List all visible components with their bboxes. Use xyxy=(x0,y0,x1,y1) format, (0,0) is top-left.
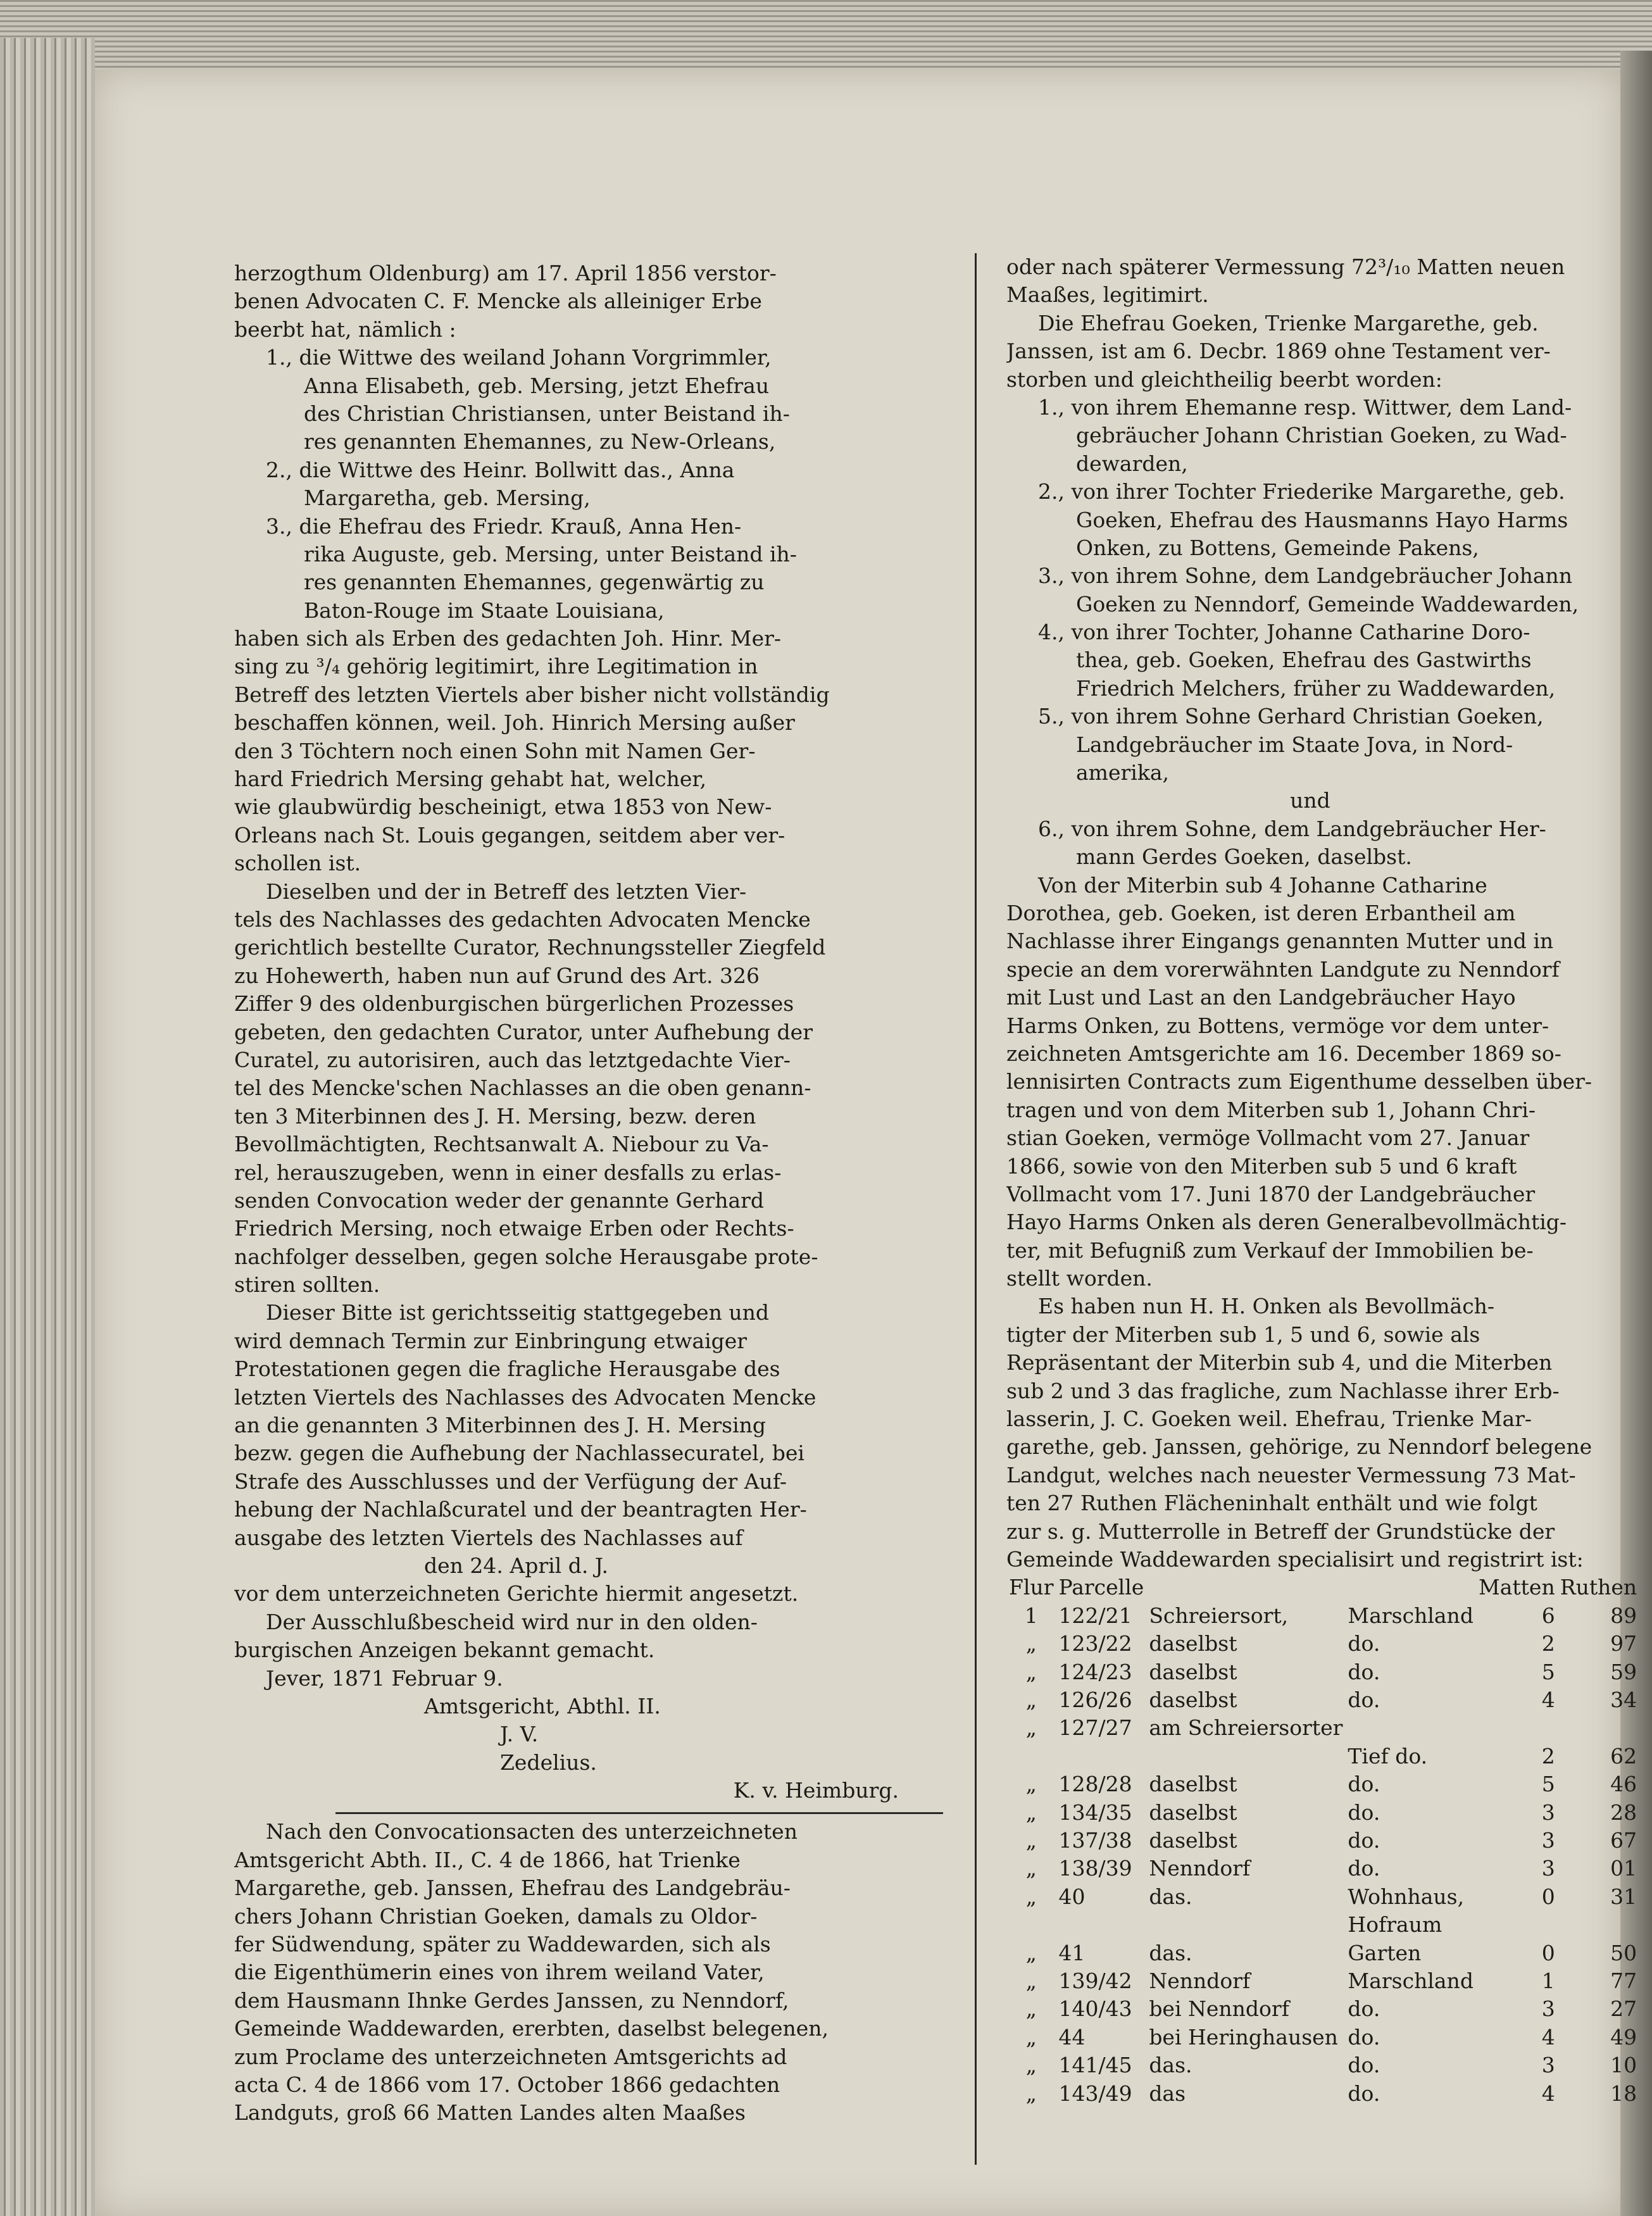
table-cell: „ xyxy=(1025,1659,1037,1684)
table-cell: 10 xyxy=(1610,2053,1637,2078)
table-cell: Garten xyxy=(1348,1940,1422,1965)
table-row xyxy=(1006,1743,1639,1770)
column-header: Parcelle xyxy=(1058,1575,1144,1600)
table-cell: 141/45 xyxy=(1058,2053,1132,2078)
text-line: und xyxy=(1290,788,1330,813)
paragraph-start: Es haben nun H. H. Onken als Bevollmäch- xyxy=(1038,1294,1495,1319)
text-line: Vollmacht vom 17. Juni 1870 der Landgebräucher xyxy=(1006,1181,1536,1206)
text-line: acta C. 4 de 1866 vom 17. October 1866 gedachten xyxy=(234,2072,780,2097)
text-line: letzten Viertels des Nachlasses des Advocaten Mencke xyxy=(234,1384,817,1410)
text-line: Goeken, Ehefrau des Hausmanns Hayo Harms xyxy=(1076,507,1568,532)
paragraph-start: Nach den Convocationsacten des unterzeichneten xyxy=(266,1819,798,1844)
table-cell: daselbst xyxy=(1149,1828,1237,1853)
text-line: herzogthum Oldenburg) am 17. April 1856 verstor- xyxy=(234,261,777,285)
court-name: Amtsgericht, Abthl. II. xyxy=(424,1693,661,1718)
column-header xyxy=(1146,1574,1345,1601)
text-line: Onken, zu Bottens, Gemeinde Pakens, xyxy=(1076,535,1479,560)
table-cell: do. xyxy=(1348,1996,1380,2022)
table-cell: do. xyxy=(1348,1687,1380,1712)
table-cell: „ xyxy=(1025,1631,1037,1656)
table-cell: do. xyxy=(1348,1631,1380,1656)
table-cell: „ xyxy=(1025,1687,1037,1712)
text-line: stellt worden. xyxy=(1006,1266,1153,1291)
table-row xyxy=(1006,1602,1639,1630)
text-line: res genannten Ehemannes, gegenwärtig zu xyxy=(304,570,765,595)
book-top-edge xyxy=(0,0,1652,76)
table-cell: daselbst xyxy=(1149,1800,1237,1825)
table-cell: 137/38 xyxy=(1058,1828,1132,1853)
text-line: Orleans nach St. Louis gegangen, seitdem aber ver- xyxy=(234,822,785,848)
table-cell: 122/21 xyxy=(1058,1603,1132,1628)
table-cell: 28 xyxy=(1610,1800,1637,1825)
table-cell: Nenndorf xyxy=(1149,1856,1251,1881)
table-cell: do. xyxy=(1348,1828,1380,1853)
table-cell: do. xyxy=(1348,1772,1380,1797)
left-column xyxy=(234,260,943,2127)
table-cell: 1 xyxy=(1541,1969,1555,1994)
table-cell: 40 xyxy=(1058,1884,1086,1909)
table-cell: 97 xyxy=(1610,1631,1637,1656)
table-cell: „ xyxy=(1025,1715,1037,1741)
table-cell: 49 xyxy=(1610,2024,1637,2050)
table-cell xyxy=(1558,1714,1639,1742)
text-line: beerbt hat, nämlich : xyxy=(234,316,456,342)
table-cell: Marschland xyxy=(1348,1603,1474,1628)
table-cell: „ xyxy=(1025,1969,1037,1994)
text-line: Strafe des Ausschlusses und der Verfügung der Auf- xyxy=(234,1468,787,1494)
text-line: Landgut, welches nach neuester Vermessung 73 Mat- xyxy=(1006,1462,1576,1487)
text-line: rel, herauszugeben, wenn in einer desfalls zu erlas- xyxy=(234,1160,782,1185)
table-cell xyxy=(1006,1911,1056,1939)
text-line: tel des Mencke'schen Nachlasses an die oben genann- xyxy=(234,1075,811,1101)
text-line: sing zu ³/₄ gehörig legitimirt, ihre Legitimation in xyxy=(234,654,758,679)
paragraph-start: Die Ehefrau Goeken, Trienke Margarethe, geb. xyxy=(1038,310,1539,335)
table-cell: 59 xyxy=(1610,1659,1637,1684)
table-cell: 2 xyxy=(1541,1631,1555,1656)
text-line: stiren sollten. xyxy=(234,1272,380,1298)
text-line: dem Hausmann Ihnke Gerdes Janssen, zu Nenndorf, xyxy=(234,1988,789,2013)
table-row xyxy=(1006,2080,1639,2108)
table-cell: „ xyxy=(1025,1940,1037,1965)
table-cell: 124/23 xyxy=(1058,1659,1132,1684)
text-line: Margarethe, geb. Janssen, Ehefrau des Landgebräu- xyxy=(234,1875,791,1901)
table-cell: 1 xyxy=(1024,1603,1038,1628)
table-cell: daselbst xyxy=(1149,1687,1237,1712)
table-row xyxy=(1006,1911,1639,1939)
text-line: amerika, xyxy=(1076,760,1169,786)
table-cell: 143/49 xyxy=(1058,2081,1132,2106)
text-line: hard Friedrich Mersing gehabt hat, welcher, xyxy=(234,767,707,792)
table-row xyxy=(1006,1686,1639,1714)
table-cell: bei Nenndorf xyxy=(1149,1996,1289,2022)
text-line: Amtsgericht Abth. II., C. 4 de 1866, hat Trienke xyxy=(234,1847,741,1872)
table-cell: das. xyxy=(1149,1940,1192,1965)
paragraph-start: Von der Miterbin sub 4 Johanne Catharine xyxy=(1038,872,1487,898)
table-cell: daselbst xyxy=(1149,1772,1237,1797)
table-cell: 0 xyxy=(1541,1940,1555,1965)
table-cell xyxy=(1476,1911,1558,1939)
table-row xyxy=(1006,1827,1639,1855)
table-cell: „ xyxy=(1025,1828,1037,1853)
text-line: senden Convocation weder der genannte Gerhard xyxy=(234,1187,765,1213)
text-line: Hayo Harms Onken als deren Generalbevollmächtig- xyxy=(1006,1210,1567,1235)
text-line: Betreff des letzten Viertels aber bisher nicht vollständig xyxy=(234,682,830,707)
table-row xyxy=(1006,2024,1639,2051)
table-cell: 140/43 xyxy=(1058,1996,1132,2022)
text-line: ten 3 Miterbinnen des J. H. Mersing, bezw. deren xyxy=(234,1103,756,1129)
table-cell: „ xyxy=(1025,1772,1037,1797)
paragraph-start: Dieselben und der in Betreff des letzten Vier- xyxy=(266,879,747,904)
table-cell: 128/28 xyxy=(1058,1772,1132,1797)
page xyxy=(95,70,1637,2216)
table-cell: do. xyxy=(1348,2081,1380,2106)
table-cell xyxy=(1476,1714,1558,1742)
text-line: gebeten, den gedachten Curator, unter Aufhebung der xyxy=(234,1019,813,1044)
text-line: an die genannten 3 Miterbinnen des J. H. Mersing xyxy=(234,1413,767,1438)
text-line: Margaretha, geb. Mersing, xyxy=(304,485,591,511)
table-cell xyxy=(1146,1743,1345,1770)
text-line: lennisirten Contracts zum Eigenthume desselben über- xyxy=(1006,1069,1593,1094)
table-cell: das. xyxy=(1149,2053,1192,2078)
table-row xyxy=(1006,1770,1639,1798)
table-cell: 3 xyxy=(1541,1800,1555,1825)
table-cell: das. xyxy=(1149,1884,1192,1909)
text-line: 1866, sowie von den Miterben sub 5 und 6 kraft xyxy=(1006,1153,1517,1179)
column-header: Ruthen xyxy=(1560,1575,1637,1600)
table-cell: 138/39 xyxy=(1058,1856,1132,1881)
text-line: Nachlasse ihrer Eingangs genannten Mutter und in xyxy=(1006,929,1554,954)
text-line: lasserin, J. C. Goeken weil. Ehefrau, Trienke Mar- xyxy=(1006,1406,1532,1432)
table-cell xyxy=(1006,1743,1056,1770)
table-cell: 01 xyxy=(1610,1856,1637,1881)
table-cell: 67 xyxy=(1610,1828,1637,1853)
text-line: Harms Onken, zu Bottens, vermöge vor dem unter- xyxy=(1006,1013,1549,1038)
table-cell: 31 xyxy=(1610,1884,1637,1909)
text-line: Ziffer 9 des oldenburgischen bürgerlichen Prozesses xyxy=(234,991,794,1017)
column-header: Flur xyxy=(1009,1575,1054,1600)
list-item: 2., von ihrer Tochter Friederike Margarethe, geb. xyxy=(1038,479,1565,504)
text-line: Gemeinde Waddewarden, ererbten, daselbst belegenen, xyxy=(234,2016,829,2041)
list-item: 1., die Wittwe des weiland Johann Vorgrimmler, xyxy=(266,345,772,370)
table-cell: daselbst xyxy=(1149,1631,1237,1656)
table-cell: 44 xyxy=(1058,2024,1086,2050)
signature-prefix: J. V. xyxy=(500,1722,539,1747)
table-cell: do. xyxy=(1348,1856,1380,1881)
text-line: Maaßes, legitimirt. xyxy=(1006,282,1209,308)
table-cell xyxy=(1558,1911,1639,1939)
text-line: Landgebräucher im Staate Jova, in Nord- xyxy=(1076,732,1513,757)
table-cell: 34 xyxy=(1610,1687,1637,1712)
text-line: thea, geb. Goeken, Ehefrau des Gastwirths xyxy=(1076,648,1532,673)
table-cell: 0 xyxy=(1541,1884,1555,1909)
text-line: benen Advocaten C. F. Mencke als alleiniger Erbe xyxy=(234,289,762,314)
table-row xyxy=(1006,1658,1639,1686)
list-item: 2., die Wittwe des Heinr. Bollwitt das., Anna xyxy=(266,457,735,482)
table-cell: 46 xyxy=(1610,1772,1637,1797)
table-cell: 127/27 xyxy=(1058,1715,1132,1741)
text-line: Friedrich Melchers, früher zu Waddewarden, xyxy=(1076,675,1556,701)
text-line: vor dem unterzeichneten Gerichte hiermit angesetzt. xyxy=(234,1581,799,1606)
table-cell: 62 xyxy=(1610,1743,1637,1768)
table-cell: do. xyxy=(1348,2024,1380,2050)
table-cell: „ xyxy=(1025,1996,1037,2022)
text-line: sub 2 und 3 das fragliche, zum Nachlasse ihrer Erb- xyxy=(1006,1378,1560,1403)
text-line: specie an dem vorerwähnten Landgute zu Nenndorf xyxy=(1006,956,1560,982)
table-cell: 3 xyxy=(1541,1856,1555,1881)
table-row xyxy=(1006,1855,1639,1882)
table-cell: 4 xyxy=(1541,2024,1555,2050)
text-line: gebräucher Johann Christian Goeken, zu Wad- xyxy=(1076,423,1567,448)
text-line: tigter der Miterben sub 1, 5 und 6, sowie als xyxy=(1006,1322,1480,1347)
table-cell: 3 xyxy=(1541,1996,1555,2022)
table-cell: 126/26 xyxy=(1058,1687,1132,1712)
table-header-row xyxy=(1006,1574,1639,1601)
text-line: zeichneten Amtsgerichte am 16. December 1869 so- xyxy=(1006,1041,1561,1066)
table-cell: 3 xyxy=(1541,1828,1555,1853)
text-line: garethe, geb. Janssen, gehörige, zu Nenndorf belegene xyxy=(1006,1434,1593,1460)
list-item: 3., die Ehefrau des Friedr. Krauß, Anna Hen- xyxy=(266,513,742,539)
text-line: den 3 Töchtern noch einen Sohn mit Namen Ger- xyxy=(234,738,756,763)
text-line: schollen ist. xyxy=(234,851,361,876)
column-divider xyxy=(975,253,977,2165)
table-cell: Tief do. xyxy=(1348,1743,1428,1768)
text-line: Gemeinde Waddewarden specialisirt und registrirt ist: xyxy=(1006,1546,1584,1572)
table-cell: das xyxy=(1149,2081,1186,2106)
text-line: hebung der Nachlaßcuratel und der beantragten Her- xyxy=(234,1497,807,1522)
list-item: 4., von ihrer Tochter, Johanne Catharine Doro- xyxy=(1038,620,1530,645)
text-line: dewarden, xyxy=(1076,451,1188,476)
table-cell xyxy=(1056,1743,1146,1770)
text-line: bezw. gegen die Aufhebung der Nachlassecuratel, bei xyxy=(234,1441,804,1466)
text-line: ausgabe des letzten Viertels des Nachlasses auf xyxy=(234,1525,743,1550)
table-cell: Hofraum xyxy=(1348,1912,1442,1937)
text-line: wie glaubwürdig bescheinigt, etwa 1853 von New- xyxy=(234,794,772,820)
text-line: res genannten Ehemannes, zu New-Orleans, xyxy=(304,429,776,454)
text-line: chers Johann Christian Goeken, damals zu Oldor- xyxy=(234,1903,758,1929)
text-line: beschaffen können, weil. Joh. Hinrich Mersing außer xyxy=(234,710,795,736)
text-line: storben und gleichtheilig beerbt worden: xyxy=(1006,366,1442,392)
column-header xyxy=(1345,1574,1476,1601)
text-line: Protestationen gegen die fragliche Herausgabe des xyxy=(234,1356,780,1382)
parcel-table xyxy=(1006,1574,1639,2108)
text-line: tragen und von dem Miterben sub 1, Johann Chri- xyxy=(1006,1097,1536,1122)
table-cell: 3 xyxy=(1541,2053,1555,2078)
text-line: des Christian Christiansen, unter Beistand ih- xyxy=(304,401,790,426)
table-cell: 41 xyxy=(1058,1940,1086,1965)
list-item: 5., von ihrem Sohne Gerhard Christian Goeken, xyxy=(1038,704,1544,729)
section-divider xyxy=(335,1812,943,1814)
table-cell: 4 xyxy=(1541,2081,1555,2106)
table-cell: „ xyxy=(1025,1856,1037,1881)
place-date: Jever, 1871 Februar 9. xyxy=(266,1665,503,1691)
table-row xyxy=(1006,1883,1639,1911)
table-cell: 5 xyxy=(1541,1659,1555,1684)
table-cell: bei Heringhausen xyxy=(1149,2024,1338,2050)
table-cell xyxy=(1345,1714,1476,1742)
table-cell: „ xyxy=(1025,2024,1037,2050)
signature-name: K. v. Heimburg. xyxy=(733,1778,899,1803)
hearing-date: den 24. April d. J. xyxy=(424,1553,608,1578)
list-item: 1., von ihrem Ehemanne resp. Wittwer, dem Land- xyxy=(1038,394,1572,420)
table-cell: 18 xyxy=(1610,2081,1637,2106)
text-line: ten 27 Ruthen Flächeninhalt enthält und wie folgt xyxy=(1006,1491,1537,1516)
text-line: mit Lust und Last an den Landgebräucher Hayo xyxy=(1006,985,1516,1010)
paragraph-start: Der Ausschlußbescheid wird nur in den olden- xyxy=(266,1609,758,1634)
table-cell: Wohnhaus, xyxy=(1348,1884,1465,1909)
text-line: Bevollmächtigten, Rechtsanwalt A. Niebour zu Va- xyxy=(234,1132,769,1157)
table-cell: „ xyxy=(1025,1800,1037,1825)
table-row xyxy=(1006,1630,1639,1658)
text-line: Landguts, groß 66 Matten Landes alten Maaßes xyxy=(234,2100,746,2125)
text-line: Goeken zu Nenndorf, Gemeinde Waddewarden, xyxy=(1076,591,1579,617)
table-cell: do. xyxy=(1348,1659,1380,1684)
table-cell: 134/35 xyxy=(1058,1800,1132,1825)
table-row xyxy=(1006,1939,1639,1967)
paragraph-start: Dieser Bitte ist gerichtsseitig stattgegeben und xyxy=(266,1300,769,1325)
table-row xyxy=(1006,1995,1639,2023)
text-line: tels des Nachlasses des gedachten Advocaten Mencke xyxy=(234,906,811,932)
table-cell: 5 xyxy=(1541,1772,1555,1797)
table-row xyxy=(1006,1799,1639,1827)
text-line: rika Auguste, geb. Mersing, unter Beistand ih- xyxy=(304,541,797,567)
text-line: Dorothea, geb. Goeken, ist deren Erbantheil am xyxy=(1006,900,1516,925)
table-cell: 27 xyxy=(1610,1996,1637,2022)
text-line: zur s. g. Mutterrolle in Betreff der Grundstücke der xyxy=(1006,1518,1555,1544)
table-cell xyxy=(1056,1911,1146,1939)
table-cell: do. xyxy=(1348,1800,1380,1825)
table-cell: Schreiersort, xyxy=(1149,1603,1289,1628)
table-row xyxy=(1006,1967,1639,1995)
text-line: Friedrich Mersing, noch etwaige Erben oder Rechts- xyxy=(234,1216,794,1241)
text-line: die Eigenthümerin eines von ihrem weiland Vater, xyxy=(234,1960,765,1985)
table-cell: „ xyxy=(1025,2053,1037,2078)
text-line: nachfolger desselben, gegen solche Herausgabe prote- xyxy=(234,1244,818,1269)
text-line: Anna Elisabeth, geb. Mersing, jetzt Ehefrau xyxy=(304,373,770,398)
text-line: zu Hohewerth, haben nun auf Grund des Art. 326 xyxy=(234,963,760,988)
table-cell: Nenndorf xyxy=(1149,1969,1251,1994)
table-cell: 4 xyxy=(1541,1687,1555,1712)
table-cell: „ xyxy=(1025,2081,1037,2106)
text-line: stian Goeken, vermöge Vollmacht vom 27. Januar xyxy=(1006,1125,1530,1151)
book-page-edges xyxy=(0,38,95,2216)
text-line: Repräsentant der Miterbin sub 4, und die Miterben xyxy=(1006,1350,1553,1375)
table-cell: 89 xyxy=(1610,1603,1637,1628)
text-line: haben sich als Erben des gedachten Joh. Hinr. Mer- xyxy=(234,626,782,651)
signature-name: Zedelius. xyxy=(500,1750,597,1775)
table-cell: 6 xyxy=(1541,1603,1555,1628)
text-line: wird demnach Termin zur Einbringung etwaiger xyxy=(234,1328,748,1353)
table-cell: 139/42 xyxy=(1058,1969,1132,1994)
text-line: Janssen, ist am 6. Decbr. 1869 ohne Testament ver- xyxy=(1006,339,1551,364)
table-row xyxy=(1006,2051,1639,2079)
text-line: mann Gerdes Goeken, daselbst. xyxy=(1076,844,1412,870)
list-item: 3., von ihrem Sohne, dem Landgebräucher Johann xyxy=(1038,563,1573,589)
table-cell: „ xyxy=(1025,1884,1037,1909)
text-line: Curatel, zu autorisiren, auch das letztgedachte Vier- xyxy=(234,1047,791,1072)
table-cell: 77 xyxy=(1610,1969,1637,1994)
table-cell: 123/22 xyxy=(1058,1631,1132,1656)
table-row xyxy=(1006,1714,1639,1742)
table-cell xyxy=(1146,1911,1345,1939)
text-line: fer Südwendung, später zu Waddewarden, sich als xyxy=(234,1932,771,1957)
text-line: ter, mit Befugniß zum Verkauf der Immobilien be- xyxy=(1006,1237,1534,1263)
text-line: gerichtlich bestellte Curator, Rechnungssteller Ziegfeld xyxy=(234,935,826,960)
table-cell: do. xyxy=(1348,2053,1380,2078)
text-line: zum Proclame des unterzeichneten Amtsgerichts ad xyxy=(234,2044,787,2069)
right-column xyxy=(1006,253,1637,2108)
list-item: 6., von ihrem Sohne, dem Landgebräucher Her- xyxy=(1038,816,1546,841)
table-cell: 2 xyxy=(1541,1743,1555,1768)
table-cell: daselbst xyxy=(1149,1659,1237,1684)
table-cell: 50 xyxy=(1610,1940,1637,1965)
column-header: Matten xyxy=(1478,1575,1555,1600)
table-cell: am Schreiersorter xyxy=(1149,1715,1343,1741)
text-line: Baton-Rouge im Staate Louisiana, xyxy=(304,598,665,623)
text-line: burgischen Anzeigen bekannt gemacht. xyxy=(234,1637,655,1663)
table-cell: Marschland xyxy=(1348,1969,1474,1994)
text-line: oder nach späterer Vermessung 72³/₁₀ Matten neuen xyxy=(1006,254,1565,279)
